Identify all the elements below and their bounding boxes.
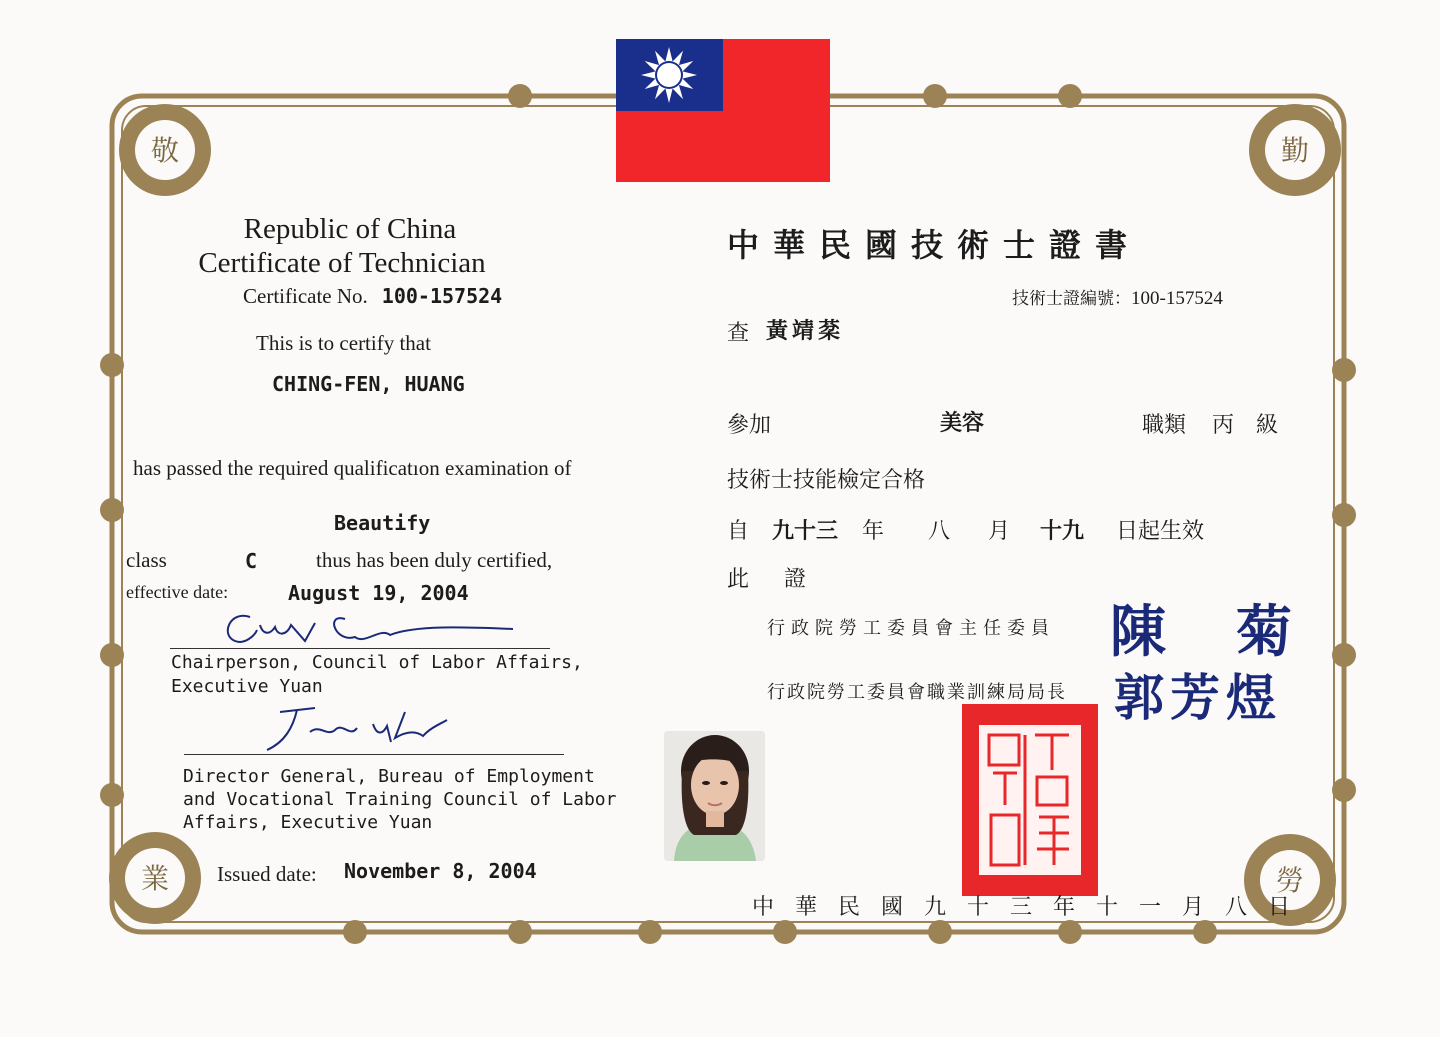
en-issued-date: November 8, 2004 (344, 859, 537, 883)
roc-flag-icon (616, 39, 830, 182)
en-director-line3: Affairs, Executive Yuan (183, 812, 433, 833)
corner-char-jing: 敬 (150, 134, 180, 167)
director-signature (255, 702, 455, 757)
zh-grade: 丙 (1212, 413, 1235, 438)
zh-title: 中華民國技術士證書 (727, 226, 1142, 264)
en-chair-title-line1: Chairperson, Council of Labor Affairs, (171, 652, 583, 673)
zh-ji: 級 (1256, 413, 1279, 438)
zh-passed: 技術士技能檢定合格 (727, 468, 926, 493)
en-title-line1: Republic of China (243, 213, 457, 245)
en-class-label: class (126, 548, 167, 572)
en-subject: Beautify (334, 511, 431, 535)
zh-subject: 美容 (940, 411, 985, 436)
en-effective-date: August 19, 2004 (288, 581, 469, 605)
holder-photo (664, 731, 765, 861)
en-director-line2: and Vocational Training Council of Labor (183, 789, 617, 810)
en-class-value: C (245, 549, 258, 573)
en-cert-no-label: Certificate No. (243, 284, 368, 308)
zh-month: 八 (928, 519, 951, 544)
zh-canjia: 參加 (727, 413, 772, 438)
zh-holder-name: 黃靖棻 (766, 319, 845, 344)
zh-day: 十九 (1040, 519, 1085, 544)
zh-cha: 查 (727, 321, 750, 346)
en-certified-text: thus has been duly certified, (316, 548, 553, 572)
zh-cert-no: 100-157524 (1131, 288, 1223, 309)
chair-signature-text: Chen Chu (215, 605, 220, 606)
zh-director-title: 行政院勞工委員會職業訓練局局長 (767, 682, 1067, 703)
en-issued-label: Issued date: (217, 862, 317, 886)
zh-ci: 此 (727, 567, 750, 592)
en-certify-text: This is to certify that (256, 331, 431, 355)
corner-char-qin: 勤 (1280, 134, 1310, 167)
en-chair-title-line2: Executive Yuan (171, 676, 323, 697)
en-title-line2: Certificate of Technician (198, 247, 486, 279)
zh-effective: 日起生效 (1116, 519, 1205, 544)
en-holder-name: CHING-FEN, HUANG (272, 372, 465, 396)
en-passed-text: has passed the required qualificatıon examination of (133, 456, 572, 480)
director-signature-text: Fong-yu. Kuo (255, 702, 261, 703)
zh-chair-title: 行政院勞工委員會主任委員 (767, 618, 1055, 639)
zh-cert-no-label: 技術士證編號： (1012, 289, 1131, 309)
corner-char-lao: 勞 (1275, 864, 1305, 897)
seal-inner-frame (976, 722, 1084, 878)
en-effective-label: effective date: (126, 582, 229, 602)
zh-issued-date: 中華民國九十三年十一月八日 (752, 895, 1312, 920)
chair-signature (215, 605, 525, 650)
zh-year: 九十三 (772, 519, 839, 544)
en-cert-no: 100-157524 (381, 284, 503, 308)
chair-signature-line (170, 648, 550, 649)
en-director-line1: Director General, Bureau of Employment (183, 766, 595, 787)
zh-zheng: 證 (784, 567, 807, 592)
zh-zhilei: 職類 (1142, 413, 1187, 438)
zh-nian: 年 (862, 519, 885, 544)
zh-director-sig: 郭芳煜 (1114, 669, 1282, 727)
official-seal-stamp (962, 704, 1098, 896)
corner-char-ye: 業 (140, 862, 170, 895)
zh-zi: 自 (727, 519, 750, 544)
white-sun-icon (639, 45, 699, 105)
zh-yue: 月 (988, 519, 1011, 544)
zh-chair-sig-1: 陳 (1110, 600, 1176, 665)
zh-chair-sig-2: 菊 (1236, 600, 1302, 665)
director-signature-line (184, 754, 564, 755)
